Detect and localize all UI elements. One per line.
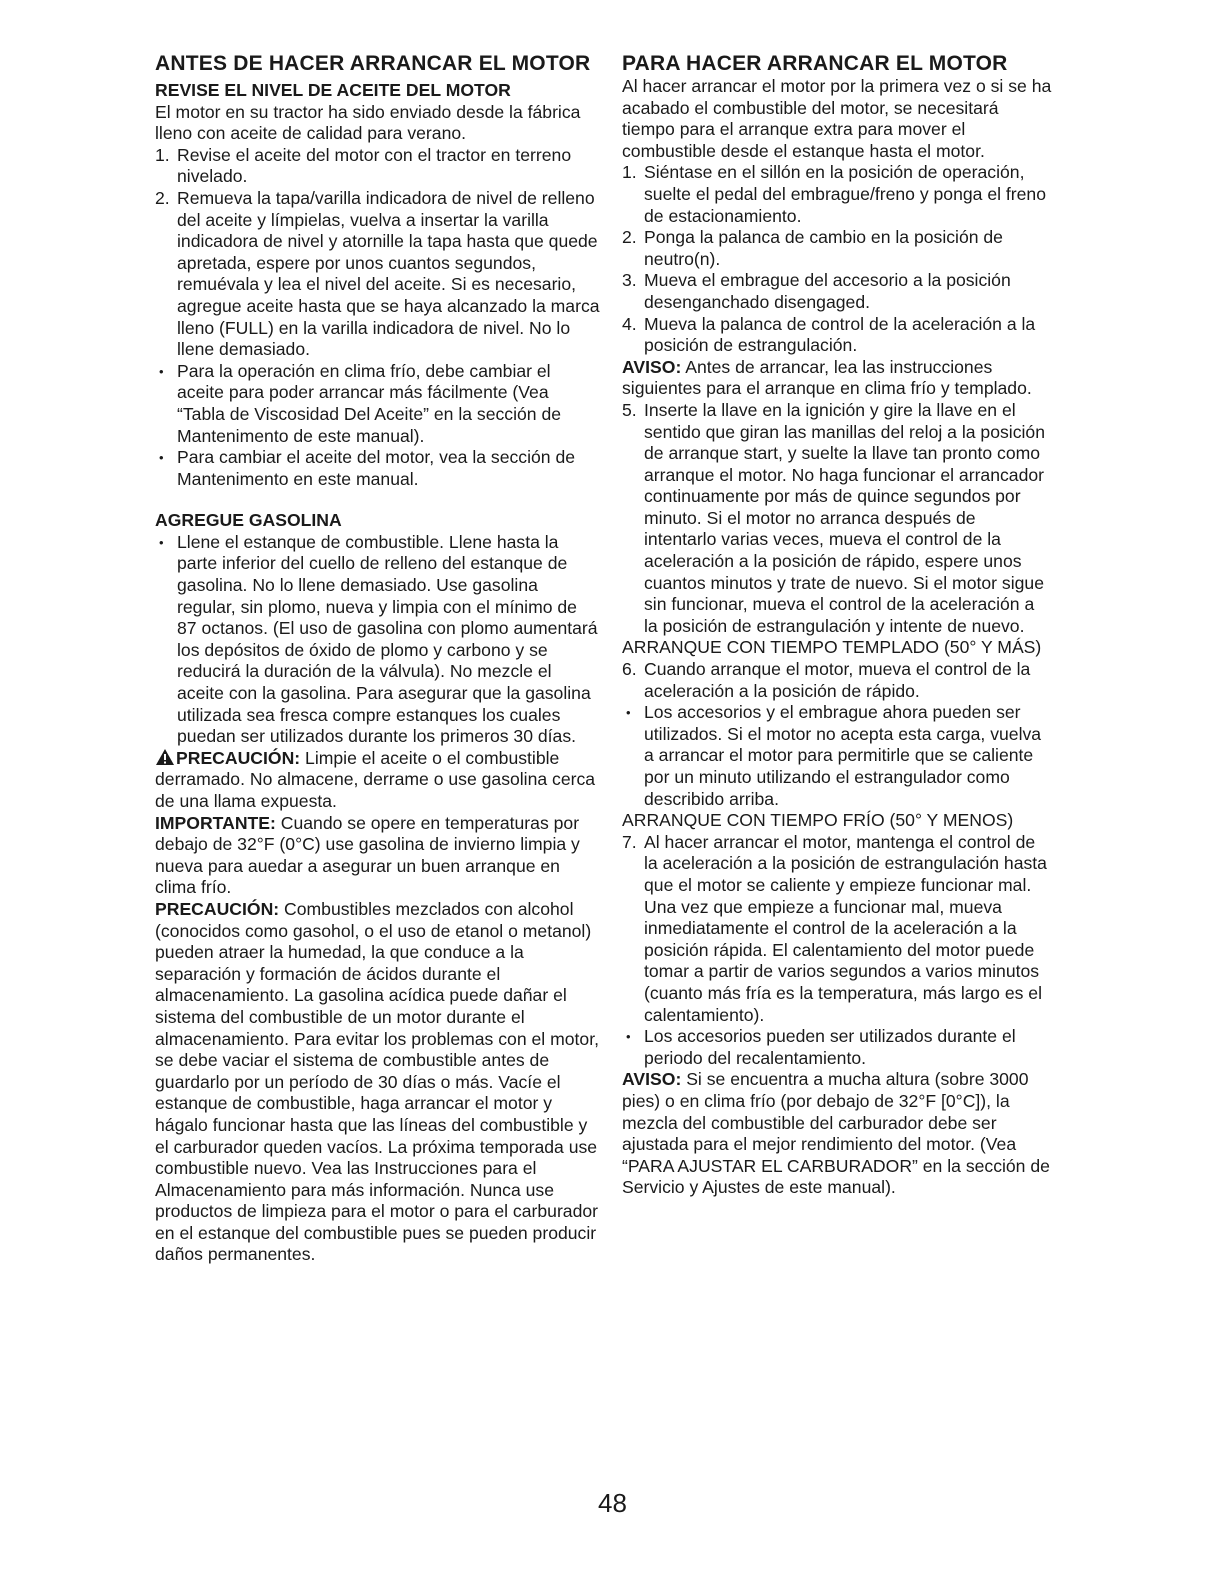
notice-paragraph-2 xyxy=(622,1069,1052,1199)
list-item xyxy=(155,361,600,447)
list-item-text: Inserte la llave en la ignición y gire la llave en el sentido que giran las manillas del reloj a la posición de arranque start, y suelte la llave tan pronto como arranque el motor. No haga funcionar el arrancador continuamente por más de quince segundos por minuto. Si el motor no arranca después de intentarlo varias veces, mueva el control de la aceleración a la posición de rápido, espere unos cuantos minutos y trate de nuevo. Si el motor sigue sin funcionar, mueva el control de la aceleración a la posición de estrangulación y intente de nuevo. xyxy=(644,399,1045,636)
cold-start-steps xyxy=(622,832,1052,1070)
list-item xyxy=(622,702,1052,810)
important-label: IMPORTANTE: xyxy=(155,812,276,833)
warm-start-steps xyxy=(622,659,1052,810)
caution-text: Limpie el aceite o el combustible derramado. No almacene, derrame o use gasolina cerca de una llama expuesta. xyxy=(155,747,596,811)
list-marker: 2. xyxy=(622,227,637,248)
important-text: Cuando se opere en temperaturas por debajo de 32°F (0°C) use gasolina de invierno limpia y nueva para auedar a asegurar un buen arranque en clima frío. xyxy=(155,812,580,898)
list-item-text: Ponga la palanca de cambio en la posición de neutro(n). xyxy=(644,227,1003,269)
list-marker: 6. xyxy=(622,659,637,680)
warning-triangle-icon xyxy=(155,748,175,766)
heading-cold-start: ARRANQUE CON TIEMPO FRÍO (50° Y MENOS) xyxy=(622,810,1014,831)
important-paragraph xyxy=(155,813,600,899)
notice-text: Antes de arrancar, lea las instrucciones siguientes para el arranque en clima frío y templado. xyxy=(622,356,1032,399)
section-title-before-starting: ANTES DE HACER ARRANCAR EL MOTOR xyxy=(155,52,591,75)
list-item xyxy=(622,659,1052,702)
fuel-bullets xyxy=(155,532,600,748)
list-marker: 1. xyxy=(155,144,170,165)
list-item-text: Para cambiar el aceite del motor, vea la sección de Mantenimento en este manual. xyxy=(177,447,576,489)
caution-paragraph-2 xyxy=(155,899,600,1266)
list-item xyxy=(155,447,600,490)
heading-warm-start: ARRANQUE CON TIEMPO TEMPLADO (50° Y MÁS) xyxy=(622,637,1042,658)
starting-step-5 xyxy=(622,400,1052,638)
heading-check-oil: REVISE EL NIVEL DE ACEITE DEL MOTOR xyxy=(155,80,511,100)
caution-label: PRECAUCIÓN: xyxy=(176,747,301,768)
list-item xyxy=(155,145,600,188)
caution-paragraph-1 xyxy=(155,748,600,813)
list-item-text: Mueva la palanca de control de la aceleración a la posición de estrangulación. xyxy=(644,313,1036,356)
left-column xyxy=(155,52,600,1266)
starting-steps-1-4 xyxy=(622,162,1052,356)
list-item-text: Para la operación en clima frío, debe cambiar el aceite para poder arrancar más fácilmente (Vea “Tabla de Viscosidad Del Aceite” en la sección de Mantenimento de este manual). xyxy=(177,360,562,446)
list-item-text: Al hacer arrancar el motor, mantenga el control de la aceleración a la posición de estrangulación hasta que el motor se caliente y empieze funcionar mal. Una vez que empieze a funcionar mal, mueva inmediatamente el control de la aceleración a la posición rápida. El calentamiento del motor puede tomar a partir de varios segundos a varios minutos (cuanto más fría es la temperatura, más largo es el calentamiento). xyxy=(644,831,1047,1025)
right-column xyxy=(622,52,1052,1199)
notice-text: Si se encuentra a mucha altura (sobre 3000 pies) o en clima frío (por debajo de 32°F [0°C]), la mezcla del combustible del carburador debe ser ajustada para el mejor rendimiento del motor. (Vea “PARA AJUSTAR EL CARBURADOR” en la sección de Servicio y Ajustes de este manual). xyxy=(622,1069,1050,1198)
list-item xyxy=(622,227,1052,270)
oil-steps xyxy=(155,145,600,361)
starting-intro: Al hacer arrancar el motor por la primera vez o si se ha acabado el combustible del motor, se necesitará tiempo para el arranque extra para mover el combustible desde el estanque hasta el motor. xyxy=(622,76,1052,161)
caution-label: PRECAUCIÓN: xyxy=(155,898,280,919)
list-item-text: Mueva el embrague del accesorio a la posición desenganchado disengaged. xyxy=(644,270,1011,312)
bullet-marker: • xyxy=(626,1029,631,1045)
oil-intro: El motor en su tractor ha sido enviado desde la fábrica lleno con aceite de calidad para verano. xyxy=(155,101,581,144)
list-item-text: Los accesorios y el embrague ahora pueden ser utilizados. Si el motor no acepta esta carga, vuelva a arrancar el motor para permitirle que se caliente por un minuto utilizando el estrangulador como describido arriba. xyxy=(644,702,1042,809)
list-item-text: Revise el aceite del motor con el tractor en terreno nivelado. xyxy=(177,144,572,187)
list-item-text: Siéntase en el sillón en la posición de operación, suelte el pedal del embrague/freno y ponga el freno de estacionamiento. xyxy=(644,162,1047,226)
page-number: 48 xyxy=(598,1488,627,1518)
list-item xyxy=(155,188,600,361)
section-title-starting-engine: PARA HACER ARRANCAR EL MOTOR xyxy=(622,52,1008,75)
list-item xyxy=(622,400,1052,638)
list-item xyxy=(622,832,1052,1026)
list-item xyxy=(622,314,1052,357)
list-item-text: Remueva la tapa/varilla indicadora de nivel de relleno del aceite y límpielas, vuelva a insertar la varilla indicadora de nivel y atornille la tapa hasta que quede apretada, espere por unos cuantos segundos, remuévala y lea el nivel del aceite. Si es necesario, agregue aceite hasta que se haya alcanzado la marca lleno (FULL) en la varilla indicadora de nivel. No lo llene demasiado. xyxy=(177,187,600,360)
notice-label: AVISO: xyxy=(622,356,682,377)
bullet-marker: • xyxy=(159,534,164,550)
list-item-text: Llene el estanque de combustible. Llene hasta la parte inferior del cuello de relleno del estanque de gasolina. No lo llene demasiado. Use gasolina regular, sin plomo, nueva y limpia con el mínimo de 87 octanos. (El uso de gasolina con plomo aumentará los depósitos de óxido de plomo y carbono y se reducirá la duración de la válvula). No mezcle el aceite con la gasolina. Para asegurar que la gasolina utilizada sea fresca compre estanques los cuales puedan ser utilizados durante los primeros 30 días. xyxy=(177,531,598,747)
notice-label: AVISO: xyxy=(622,1069,682,1090)
bullet-marker: • xyxy=(159,363,164,379)
bullet-marker: • xyxy=(159,450,164,466)
list-item-text: Los accesorios pueden ser utilizados durante el periodo del recalentamiento. xyxy=(644,1026,1016,1068)
bullet-marker: • xyxy=(626,705,631,721)
list-marker: 5. xyxy=(622,399,637,420)
list-item xyxy=(155,532,600,748)
list-item xyxy=(622,270,1052,313)
list-marker: 4. xyxy=(622,313,637,334)
list-item-text: Cuando arranque el motor, mueva el control de la aceleración a la posición de rápido. xyxy=(644,659,1031,701)
list-item xyxy=(622,162,1052,227)
oil-bullets xyxy=(155,361,600,491)
list-marker: 2. xyxy=(155,187,170,208)
list-marker: 3. xyxy=(622,270,637,291)
caution-text: Combustibles mezclados con alcohol (conocidos como gasohol, o el uso de etanol o metanol) pueden atraer la humedad, la que conduce a la separación y formación de ácidos durante el almacenamiento. La gasolina acídica puede dañar el sistema del combustible de un motor durante el almacenamiento. Para evitar los problemas con el motor, se debe vaciar el sistema de combustible antes de guardarlo por un período de 30 días o más. Vacíe el estanque de combustible, haga arrancar el motor y hágalo funcionar hasta que las líneas del combustible y el carburador queden vacíos. La próxima temporada use combustible nuevo. Vea las Instrucciones para el Almacenamiento para más información. Nunca use productos de limpieza para el motor o para el carburador en el estanque del combustible pues se pueden producir daños permanentes. xyxy=(155,898,599,1265)
list-item xyxy=(622,1026,1052,1069)
list-marker: 1. xyxy=(622,162,637,183)
list-marker: 7. xyxy=(622,831,637,852)
heading-add-fuel: AGREGUE GASOLINA xyxy=(155,510,342,531)
notice-paragraph-1 xyxy=(622,357,1052,400)
